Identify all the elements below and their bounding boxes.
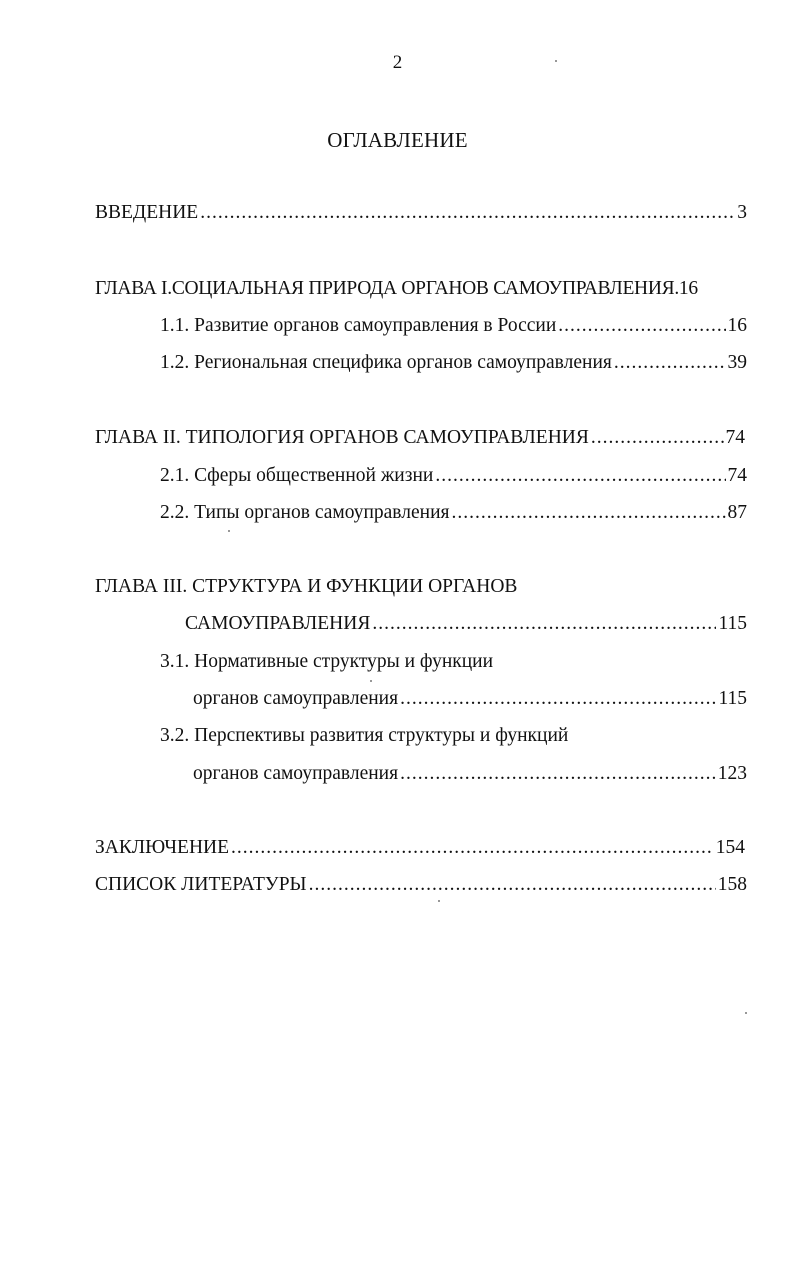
dot-leader [400,687,716,711]
toc-entry-text: 2.2. Типы органов самоуправления [160,502,450,523]
dot-leader [614,351,726,375]
toc-entry-text: ВВЕДЕНИЕ [95,202,199,223]
dot-leader [309,873,716,897]
toc-entry-references [95,873,747,897]
toc-entry-page: 3 [737,202,747,223]
toc-entry-3-1-line1: 3.1. Нормативные структуры и функции [160,651,494,672]
toc-entry-text: ЗАКЛЮЧЕНИЕ [95,837,230,858]
scan-speck [438,900,440,902]
dot-leader [231,836,714,860]
scan-speck [370,680,372,682]
toc-entry-text: органов самоуправления [193,763,399,784]
toc-entry-conclusion [95,836,745,860]
dot-leader [558,314,725,338]
dot-leader [372,612,716,636]
dot-leader [400,762,716,786]
toc-entry-page: 158 [717,874,747,895]
dot-leader [451,501,725,525]
toc-entry-2-2 [160,501,747,525]
toc-entry-page: 74 [725,427,745,448]
scan-speck [555,60,557,62]
toc-entry-page: 154 [715,837,745,858]
toc-entry-3-2-line2 [193,762,747,786]
toc-chapter-3-line2 [185,612,747,636]
toc-title: ОГЛАВЛЕНИЕ [327,128,468,152]
dot-leader [435,464,725,488]
dot-leader [200,201,735,225]
toc-entry-page: 39 [727,352,747,373]
toc-entry-intro [95,201,747,225]
page-number: 2 [392,52,403,73]
toc-entry-text: 1.2. Региональная специфика органов самоуправления [160,352,612,373]
toc-entry-text: органов самоуправления [193,688,399,709]
toc-entry-2-1 [160,464,747,488]
toc-entry-text: 1.1. Развитие органов самоуправления в России [160,315,557,336]
toc-chapter-1: ГЛАВА I.СОЦИАЛЬНАЯ ПРИРОДА ОРГАНОВ САМОУПРАВЛЕНИЯ.16 [95,278,698,299]
toc-entry-text: САМОУПРАВЛЕНИЯ [185,613,371,634]
toc-entry-text: 2.1. Сферы общественной жизни [160,465,434,486]
toc-entry-1-1 [160,314,747,338]
toc-entry-page: 87 [727,502,747,523]
toc-entry-page: 115 [718,613,747,634]
toc-chapter-3-line1: ГЛАВА III. СТРУКТУРА И ФУНКЦИИ ОРГАНОВ [95,576,518,597]
toc-entry-1-2 [160,351,747,375]
toc-entry-page: 123 [717,763,747,784]
toc-entry-page: 74 [727,465,747,486]
toc-entry-text: СПИСОК ЛИТЕРАТУРЫ [95,874,307,895]
scan-speck [228,530,230,532]
toc-chapter-2 [95,426,745,450]
toc-entry-3-2-line1: 3.2. Перспективы развития структуры и функций [160,725,569,746]
toc-entry-page: 115 [718,688,747,709]
toc-entry-3-1-line2 [193,687,747,711]
toc-entry-text: ГЛАВА II. ТИПОЛОГИЯ ОРГАНОВ САМОУПРАВЛЕНИЯ [95,427,589,448]
toc-entry-page: 16 [727,315,747,336]
scan-speck [745,1012,747,1014]
dot-leader [591,426,724,450]
